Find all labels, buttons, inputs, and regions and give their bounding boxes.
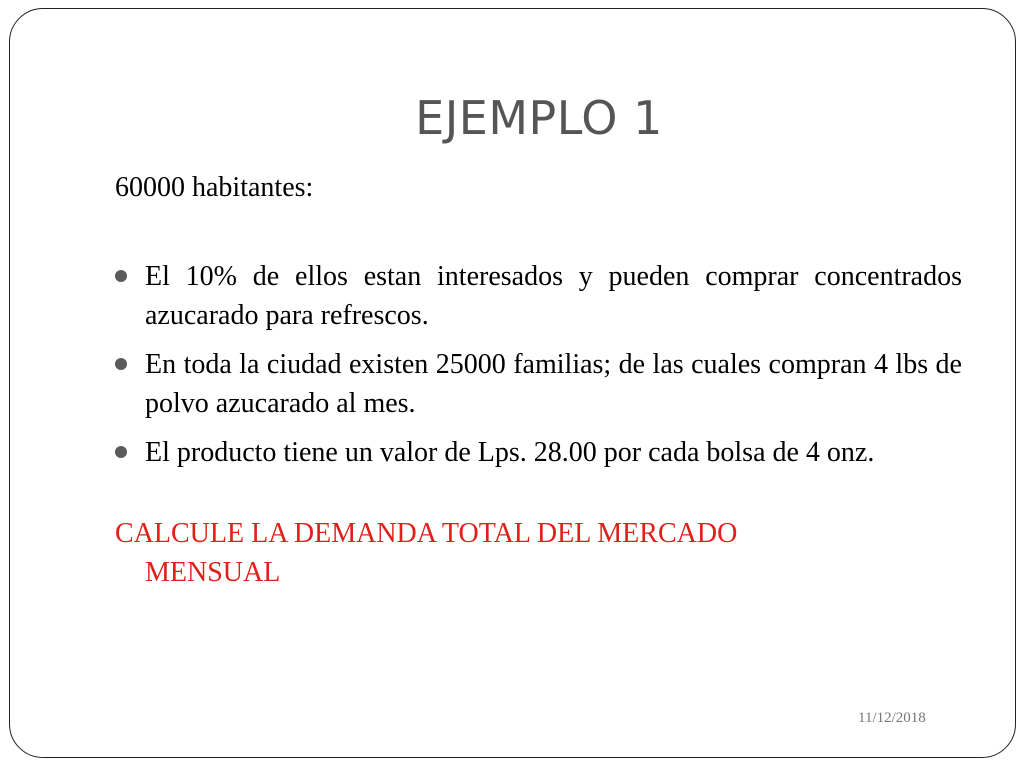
- bullet-text: El 10% de ellos estan interesados y pueden comprar concentrados azucarado para refrescos.: [145, 261, 962, 331]
- bullet-item: [115, 257, 962, 335]
- slide-date: 11/12/2018: [858, 710, 926, 726]
- bullet-item: [115, 433, 962, 472]
- call-line-1: CALCULE LA DEMANDA TOTAL DEL MERCADO: [115, 518, 738, 549]
- bullet-text: El producto tiene un valor de Lps. 28.00 por cada bolsa de 4 onz.: [145, 437, 875, 468]
- call-to-action: [115, 514, 962, 592]
- slide-title: EJEMPLO 1: [415, 91, 663, 145]
- bullet-dot-icon: [115, 358, 127, 370]
- bullet-item: [115, 345, 962, 423]
- bullet-list: [115, 257, 962, 472]
- bullet-dot-icon: [115, 270, 127, 282]
- call-line-2: MENSUAL: [145, 557, 281, 588]
- bullet-dot-icon: [115, 446, 127, 458]
- bullet-text: En toda la ciudad existen 25000 familias; de las cuales compran 4 lbs de polvo azucarado al mes.: [145, 349, 962, 419]
- intro-text: 60000 habitantes:: [115, 172, 314, 203]
- slide-body: [115, 168, 962, 592]
